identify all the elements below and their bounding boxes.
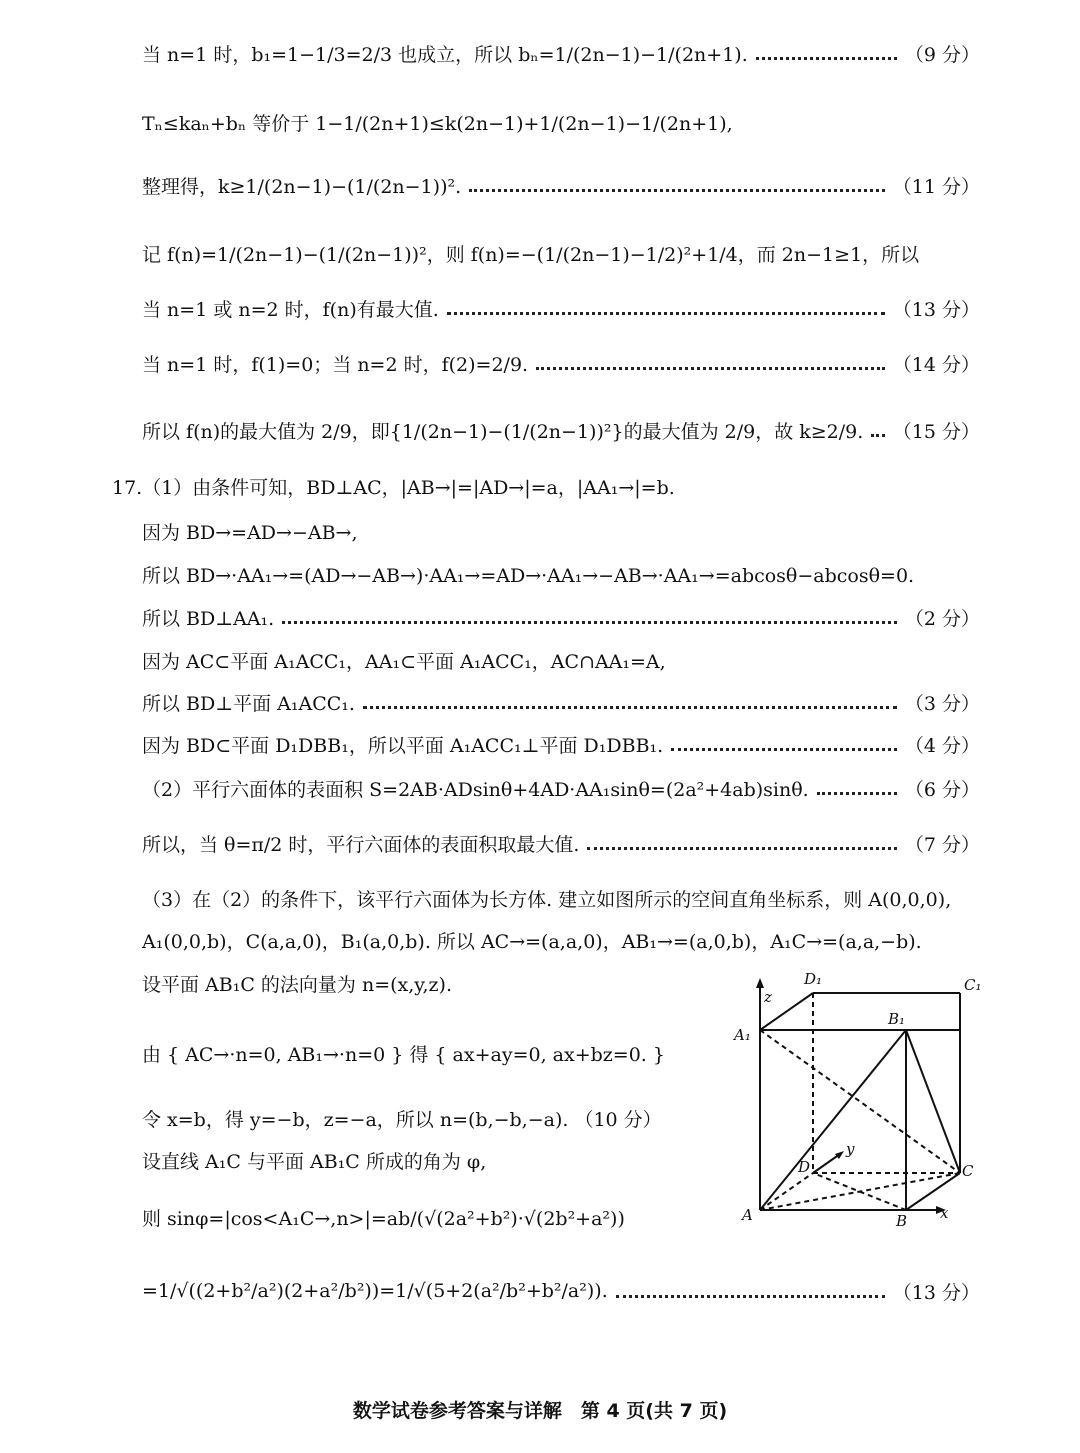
dot-leader [756,57,897,60]
line-text: 当 n=1 时，b₁=1−1/3=2/3 也成立，所以 bₙ=1/(2n−1)−1/(2n+1). [142,43,748,66]
solution-line [142,557,980,591]
solution-line [142,1200,710,1234]
line-text: 所以，当 θ=π/2 时，平行六面体的表面积取最大值. [142,833,580,856]
score-label: （13 分） [892,1281,980,1304]
y-axis [813,1154,840,1173]
dot-leader [469,189,885,192]
label-x: x [940,1204,949,1222]
dot-leader [616,1295,885,1298]
solution-line [142,685,980,719]
solution-line [142,105,980,139]
solution-line [142,291,980,325]
label-b: B [896,1212,908,1230]
question-17-line [112,469,980,503]
z-axis-arrow-icon [756,978,764,988]
score-label: （6 分） [904,778,980,801]
score-label: （10 分） [574,1108,662,1131]
solution-line [142,236,980,270]
score-label: （2 分） [904,607,980,630]
solution-line [142,168,980,202]
score-label: （13 分） [892,298,980,321]
dot-leader [871,434,884,437]
line-text: =1/√((2+b²/a²)(2+a²/b²))=1/√(5+2(a²/b²+b²/a²)). [142,1280,608,1302]
label-a1: A₁ [734,1026,751,1044]
dot-leader [671,748,897,751]
line-text: 17.（1）由条件可知，BD⊥AC，|AB→|=|AD→|=a，|AA₁→|=b. [112,476,675,499]
solution-line [142,727,980,761]
solution-line [142,771,980,805]
label-c: C [962,1162,974,1180]
segment-a1-c [760,1030,960,1173]
line-text: 当 n=1 时，f(1)=0；当 n=2 时，f(2)=2/9. [142,353,529,376]
dot-leader [363,706,897,709]
cuboid-figure [728,968,982,1238]
dot-leader [587,847,896,850]
solution-line [142,1274,980,1308]
score-label: （4 分） [904,734,980,757]
solution-line [142,923,980,957]
line-text: 设直线 A₁C 与平面 AB₁C 所成的角为 φ, [142,1150,487,1173]
solution-line [142,826,980,860]
line-text: Tₙ≤kaₙ+bₙ 等价于 1−1/(2n+1)≤k(2n−1)+1/(2n−1)−1/(2n+1), [142,112,733,135]
segment-b1-c [906,1030,960,1173]
label-d: D [798,1158,811,1176]
page-footer: 数学试卷参考答案与详解 第 4 页(共 7 页) [352,1400,728,1422]
label-c1: C₁ [964,976,982,994]
cuboid-diagram [728,968,982,1238]
solution-line [142,600,980,634]
score-label: （9 分） [904,43,980,66]
line-text: A₁(0,0,b)，C(a,a,0)，B₁(a,0,b). 所以 AC→=(a,a,0)，AB₁→=(a,0,b)，A₁C→=(a,a,−b). [142,930,922,953]
dot-leader [817,792,897,795]
line-text: 所以 BD⊥AA₁. [142,607,275,630]
line-text: （3）在（2）的条件下，该平行六面体为长方体. 建立如图所示的空间直角坐标系，则 A(0,0,0), [142,888,952,911]
solution-line [142,1143,710,1177]
line-text: 因为 BD→=AD→−AB→, [142,521,358,544]
line-text: 所以 BD→·AA₁→=(AD→−AB→)·AA₁→=AD→·AA₁→−AB→·AA₁→=abcosθ−abcosθ=0. [142,564,915,587]
dot-leader [536,367,885,370]
score-label: （14 分） [892,353,980,376]
score-label: （11 分） [892,175,980,198]
solution-line [142,1036,710,1070]
line-text: 因为 BD⊂平面 D₁DBB₁，所以平面 A₁ACC₁⊥平面 D₁DBB₁. [142,734,664,757]
solution-line [142,1101,710,1135]
solution-line [142,966,710,1000]
line-text: 因为 AC⊂平面 A₁ACC₁，AA₁⊂平面 A₁ACC₁，AC∩AA₁=A, [142,650,666,673]
solution-line [142,881,980,915]
label-z: z [764,988,772,1006]
dot-leader [447,312,885,315]
score-label: （3 分） [904,692,980,715]
line-text: 令 x=b，得 y=−b，z=−a，所以 n=(b,−b,−a). [142,1108,569,1131]
line-text: 整理得，k≥1/(2n−1)−(1/(2n−1))². [142,175,462,198]
line-text: （2）平行六面体的表面积 S=2AB·ADsinθ+4AD·AA₁sinθ=(2a²+4ab)sinθ. [142,778,809,801]
line-text: 设平面 AB₁C 的法向量为 n=(x,y,z). [142,973,452,996]
solution-line [142,413,980,447]
line-text: 当 n=1 或 n=2 时，f(n)有最大值. [142,298,439,321]
line-text: 记 f(n)=1/(2n−1)−(1/(2n−1))²，则 f(n)=−(1/(2n−1)−1/2)²+1/4，而 2n−1≥1，所以 [142,243,920,266]
y-axis-arrow-icon [835,1151,844,1159]
label-b1: B₁ [888,1010,906,1028]
solution-line [142,346,980,380]
solution-line [142,36,980,70]
label-a: A [742,1206,753,1224]
line-text: 则 sinφ=|cos<A₁C→,n>|=ab/(√(2a²+b²)·√(2b²+a²)) [142,1207,625,1230]
segment-a-b1 [760,1030,906,1210]
label-y: y [846,1140,855,1158]
solution-line [142,643,980,677]
line-text: 由 { AC→·n=0, AB₁→·n=0 } 得 { ax+ay=0, ax+bz=0. } [142,1043,665,1066]
score-label: （15 分） [892,420,980,443]
solution-line [142,514,980,548]
score-label: （7 分） [904,833,980,856]
line-text: 所以 BD⊥平面 A₁ACC₁. [142,692,355,715]
line-text: 所以 f(n)的最大值为 2/9，即{1/(2n−1)−(1/(2n−1))²}的最大值为 2/9，故 k≥2/9. [142,420,864,443]
dot-leader [282,621,897,624]
label-d1: D₁ [804,970,823,988]
